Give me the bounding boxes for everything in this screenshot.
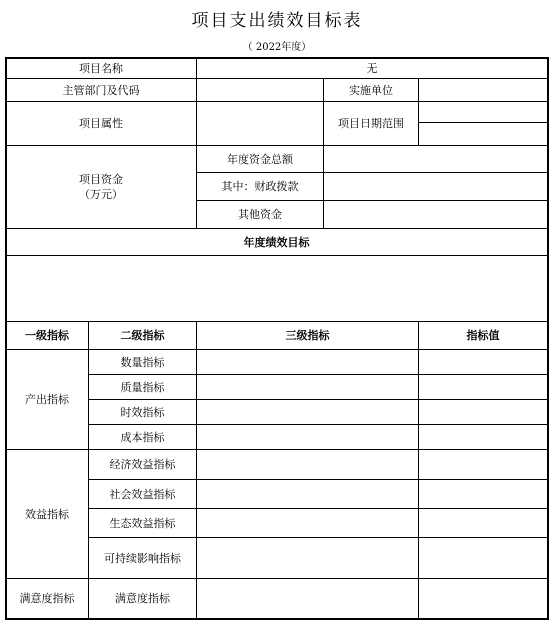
project-fund-label xyxy=(6,146,196,228)
year-subtitle: （ 2022年度） xyxy=(242,42,312,53)
project-name-label: 项目名称 xyxy=(79,61,123,75)
indicator-row-label: 成本指标 xyxy=(120,430,165,444)
fund-label-line1: 项目资金 xyxy=(79,173,123,186)
output-indicator-label: 产出指标 xyxy=(25,393,69,406)
annual-total-label: 年度资金总额 xyxy=(227,152,293,166)
satisfaction-indicator-label: 满意度指标 xyxy=(19,592,75,605)
project-attr-label: 项目属性 xyxy=(79,117,123,130)
indicator-row-label: 满意度指标 xyxy=(115,592,170,605)
indicator-row-label: 质量指标 xyxy=(120,380,165,394)
header-value: 指标值 xyxy=(466,329,500,342)
fund-label-line2: （万元） xyxy=(79,188,123,201)
indicator-row-label: 经济效益指标 xyxy=(109,458,176,471)
header-level2: 二级指标 xyxy=(120,329,165,342)
project-name-value: 无 xyxy=(366,61,378,75)
indicator-row-label: 社会效益指标 xyxy=(109,487,176,501)
indicator-row-label: 数量指标 xyxy=(120,355,165,369)
other-funds-label: 其他资金 xyxy=(238,208,282,221)
annual-goal-label: 年度绩效目标 xyxy=(243,235,310,249)
fiscal-allocation-label: 其中：财政拨款 xyxy=(221,180,299,193)
indicator-row-label: 可持续影响指标 xyxy=(104,551,181,565)
benefit-indicator-label: 效益指标 xyxy=(25,507,69,521)
impl-unit-label: 实施单位 xyxy=(349,83,393,97)
indicator-row-label: 生态效益指标 xyxy=(109,516,176,530)
indicator-row-label: 时效指标 xyxy=(120,405,165,419)
header-level3: 三级指标 xyxy=(285,329,330,342)
dept-code-label: 主管部门及代码 xyxy=(62,83,140,97)
header-level1: 一级指标 xyxy=(25,329,69,342)
date-range-label: 项目日期范围 xyxy=(338,117,404,130)
page-title: 项目支出绩效目标表 xyxy=(191,11,363,31)
